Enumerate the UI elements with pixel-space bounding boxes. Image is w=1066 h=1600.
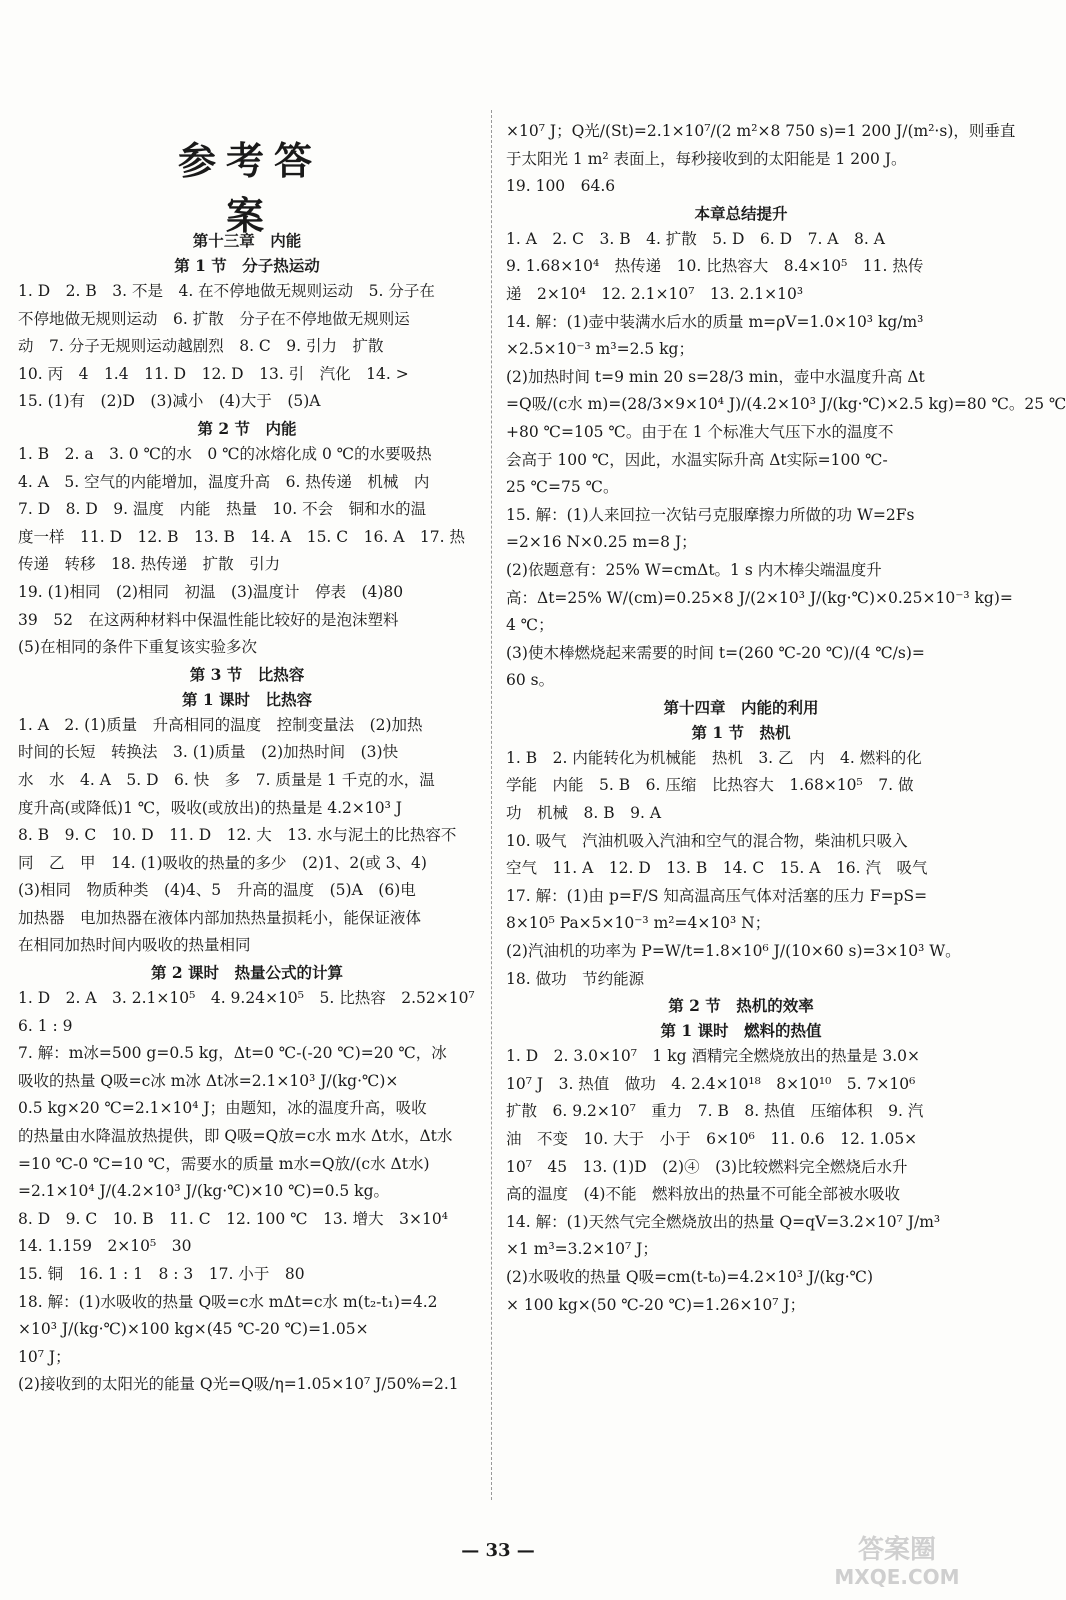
answer-line: 8. D 9. C 10. B 11. C 12. 100 ℃ 13. 增大 3×10⁴ — [18, 1209, 448, 1228]
answer-line: 1. D 2. B 3. 不是 4. 在不停地做无规则运动 5. 分子在 — [18, 282, 435, 300]
answer-line: 水 水 4. A 5. D 6. 快 多 7. 质量是 1 千克的水，温 — [18, 770, 435, 789]
continuation-block — [506, 118, 1066, 1319]
answer-line: 学能 内能 5. B 6. 压缩 比热容大 1.68×10⁵ 7. 做 — [506, 776, 914, 795]
answer-line: 高：Δt=25% W/(cm)=0.25×8 J/(2×10³ J/(kg·℃)×0.25×10⁻³ kg)= — [506, 588, 1013, 607]
answer-line: (2)水吸收的热量 Q吸=cm(t-t₀)=4.2×10³ J/(kg·℃) — [506, 1267, 874, 1286]
answer-line: 0.5 kg×20 ℃=2.1×10⁴ J；由题知，冰的温度升高，吸收 — [18, 1099, 427, 1118]
answer-line: 60 s。 — [506, 671, 555, 690]
ch14-lesson-1-heading: 第 1 课时 燃料的热值 — [660, 1021, 822, 1041]
chapter-14-title: 第十四章 内能的利用 — [663, 697, 819, 717]
answer-line: =10 ℃-0 ℃=10 ℃，需要水的质量 m水=Q放/(c水 Δt水) — [18, 1154, 430, 1173]
answer-line: 油 不变 10. 大于 小于 6×10⁶ 11. 0.6 12. 1.05× — [506, 1130, 918, 1148]
column-divider — [491, 110, 492, 1500]
watermark-text: 答案圈 — [857, 1535, 937, 1565]
answer-line: 8×10⁵ Pa×5×10⁻³ m²=4×10³ N； — [506, 914, 771, 933]
answer-line: (5)在相同的条件下重复该实验多次 — [18, 638, 257, 657]
answer-line: 1. D 2. 3.0×10⁷ 1 kg 酒精完全燃烧放出的热量是 3.0× — [506, 1047, 921, 1066]
answer-line: 空气 11. A 12. D 13. B 14. C 15. A 16. 汽 吸气 — [506, 859, 928, 878]
answer-line: 14. 解：(1)天然气完全燃烧放出的热量 Q=qV=3.2×10⁷ J/m³ — [506, 1212, 941, 1231]
lesson-1-answers — [18, 712, 476, 960]
answer-line: ×10⁷ J；Q光/(St)=2.1×10⁷/(2 m²×8 750 s)=1 200 J/(m²·s)，则垂直 — [506, 122, 1016, 140]
answer-line: 同 乙 甲 14. (1)吸收的热量的多少 (2)1、2(或 3、4) — [18, 853, 427, 872]
answer-line: ×2.5×10⁻³ m³=2.5 kg； — [506, 340, 694, 359]
answer-line: 19. (1)相同 (2)相同 初温 (3)温度计 停表 (4)80 — [18, 582, 404, 601]
page-number: — 33 — — [461, 1540, 535, 1561]
answer-line: 15. 铜 16. 1 : 1 8 : 3 17. 小于 80 — [18, 1265, 305, 1283]
answer-line: 25 ℃=75 ℃。 — [506, 478, 619, 497]
ch14-lesson-1-answers — [506, 1043, 976, 1319]
lesson-1-heading: 第 1 课时 比热容 — [181, 689, 313, 709]
section-2-heading: 第 2 节 内能 — [197, 418, 297, 438]
answer-line: 15. (1)有 (2)D (3)减小 (4)大于 (5)A — [18, 392, 321, 411]
answer-line: 15. 解：(1)人来回拉一次钻弓克服摩擦力所做的功 W=2Fs — [506, 505, 915, 524]
answer-line: ×10³ J/(kg·℃)×100 kg×(45 ℃-20 ℃)=1.05× — [18, 1320, 369, 1339]
answer-line: +80 ℃=105 ℃。由于在 1 个标准大气压下水的温度不 — [506, 422, 894, 441]
answer-line: 传递 转移 18. 热传递 扩散 引力 — [18, 555, 281, 574]
answer-line: 度一样 11. D 12. B 13. B 14. A 15. C 16. A 17. 热 — [18, 527, 465, 546]
answer-line: 的热量由水降温放热提供，即 Q吸=Q放=c水 m水 Δt水，Δt水 — [18, 1127, 453, 1146]
answer-line: 10. 吸气 汽油机吸入汽油和空气的混合物，柴油机只吸入 — [506, 831, 908, 850]
answer-line: =2×16 N×0.25 m=8 J； — [506, 533, 697, 552]
answer-line: 1. D 2. A 3. 2.1×10⁵ 4. 9.24×10⁵ 5. 比热容 2.52×10⁷ — [18, 989, 475, 1008]
answer-line: 动 7. 分子无规则运动越剧烈 8. C 9. 引力 扩散 — [18, 337, 384, 356]
answer-line: 19. 100 64.6 — [506, 177, 616, 196]
answer-line: 度升高(或降低)1 ℃，吸收(或放出)的热量是 4.2×10³ J — [18, 798, 402, 817]
answer-line: 扩散 6. 9.2×10⁷ 重力 7. B 8. 热值 压缩体积 9. 汽 — [506, 1102, 924, 1121]
answer-line: 不停地做无规则运动 6. 扩散 分子在不停地做无规则运 — [18, 309, 410, 328]
section-3-heading: 第 3 节 比热容 — [189, 664, 305, 684]
lesson-2-answers — [18, 985, 476, 1399]
chapter-summary-heading: 本章总结提升 — [694, 203, 788, 223]
summary-answers — [506, 226, 1066, 695]
answer-line: 10⁷ 45 13. (1)D (2)④ (3)比较燃料完全燃烧后水升 — [506, 1157, 908, 1176]
answer-line: 7. D 8. D 9. 温度 内能 热量 10. 不会 铜和水的温 — [18, 500, 427, 519]
answer-line: 6. 1 : 9 — [18, 1016, 73, 1035]
answer-line: 10⁷ J； — [18, 1347, 71, 1366]
page-title: 参考答案 — [177, 138, 322, 238]
ch14-section-1-heading: 第 1 节 热机 — [691, 722, 791, 742]
answer-line: 10. 丙 4 1.4 11. D 12. D 13. 引 汽化 14. > — [18, 364, 409, 383]
answer-line: 9. 1.68×10⁴ 热传递 10. 比热容大 8.4×10⁵ 11. 热传 — [506, 257, 924, 276]
answer-line: ×1 m³=3.2×10⁷ J； — [506, 1240, 658, 1259]
answer-line: 时间的长短 转换法 3. (1)质量 (2)加热时间 (3)快 — [18, 743, 399, 762]
section-1-heading: 第 1 节 分子热运动 — [174, 256, 320, 275]
answer-line: 于太阳光 1 m² 表面上，每秒接收到的太阳能是 1 200 J。 — [506, 149, 907, 168]
answer-line: =2.1×10⁴ J/(4.2×10³ J/(kg·℃)×10 ℃)=0.5 kg。 — [18, 1182, 389, 1201]
answer-line: 39 52 在这两种材料中保温性能比较好的是泡沫塑料 — [18, 610, 399, 629]
answer-line: × 100 kg×(50 ℃-20 ℃)=1.26×10⁷ J； — [506, 1295, 806, 1314]
lesson-2-heading: 第 2 课时 热量公式的计算 — [150, 963, 344, 983]
watermark-url: MXQE.COM — [834, 1565, 960, 1589]
answer-line: 17. 解：(1)由 p=F/S 知高温高压气体对活塞的压力 F=pS= — [506, 886, 928, 905]
answer-line: 7. 解：m冰=500 g=0.5 kg，Δt=0 ℃-(-20 ℃)=20 ℃，冰 — [18, 1044, 447, 1063]
answer-line: 4. A 5. 空气的内能增加，温度升高 6. 热传递 机械 内 — [18, 472, 430, 491]
answer-line: 10⁷ J 3. 热值 做功 4. 2.4×10¹⁸ 8×10¹⁰ 5. 7×10⁶ — [506, 1074, 916, 1093]
answer-line: (2)接收到的太阳光的能量 Q光=Q吸/η=1.05×10⁷ J/50%=2.1 — [18, 1375, 459, 1394]
watermark-logo — [822, 1530, 972, 1590]
answer-line: 1. A 2. (1)质量 升高相同的温度 控制变量法 (2)加热 — [18, 715, 423, 734]
answer-line: 1. B 2. a 3. 0 ℃的水 0 ℃的冰熔化成 0 ℃的水要吸热 — [18, 444, 432, 463]
answer-line: 递 2×10⁴ 12. 2.1×10⁷ 13. 2.1×10³ — [506, 284, 804, 303]
answer-line: (2)汽油机的功率为 P=W/t=1.8×10⁶ J/(10×60 s)=3×10³ W。 — [506, 942, 961, 961]
answer-line: 14. 解：(1)壶中装满水后水的质量 m=ρV=1.0×10³ kg/m³ — [506, 312, 924, 331]
section-1-answers — [18, 278, 476, 416]
answer-line: 14. 1.159 2×10⁵ 30 — [18, 1237, 192, 1256]
answer-line: (2)加热时间 t=9 min 20 s=28/3 min，壶中水温度升高 Δt — [506, 367, 925, 386]
chapter-13-section — [18, 228, 476, 1399]
answer-line: (3)使木棒燃烧起来需要的时间 t=(260 ℃-20 ℃)/(4 ℃/s)= — [506, 643, 925, 662]
ch14-section-2-heading: 第 2 节 热机的效率 — [668, 996, 814, 1016]
answer-line: 18. 做功 节约能源 — [506, 969, 645, 988]
answer-line: 1. A 2. C 3. B 4. 扩散 5. D 6. D 7. A 8. A — [506, 229, 885, 248]
ch14-section-1-answers — [506, 745, 976, 993]
answer-line: 8. B 9. C 10. D 11. D 12. 大 13. 水与泥土的比热容不 — [18, 826, 457, 845]
answer-line: (3)相同 物质种类 (4)4、5 升高的温度 (5)A (6)电 — [18, 881, 416, 900]
answer-line: 高的温度 (4)不能 燃料放出的热量不可能全部被水吸收 — [506, 1185, 900, 1204]
answer-line: 1. B 2. 内能转化为机械能 热机 3. 乙 内 4. 燃料的化 — [506, 748, 922, 767]
answer-line: 会高于 100 ℃，因此，水温实际升高 Δt实际=100 ℃- — [506, 450, 888, 469]
answer-line: 吸收的热量 Q吸=c冰 m冰 Δt冰=2.1×10³ J/(kg·℃)× — [18, 1071, 399, 1090]
answer-line: 功 机械 8. B 9. A — [506, 804, 662, 823]
answer-line: 在相同加热时间内吸收的热量相同 — [18, 936, 251, 955]
answer-line: 4 ℃； — [506, 616, 554, 635]
answer-line: (2)依题意有：25% W=cmΔt。1 s 内木棒尖端温度升 — [506, 560, 882, 579]
answer-line: 18. 解：(1)水吸收的热量 Q吸=c水 mΔt=c水 m(t₂-t₁)=4.2 — [18, 1292, 438, 1311]
chapter-13-title: 第十三章 内能 — [192, 231, 302, 250]
answer-line: =Q吸/(c水 m)=(28/3×9×10⁴ J)/(4.2×10³ J/(kg·℃)×2.5 kg)=80 ℃。25 ℃ — [506, 395, 1066, 414]
answer-line: 加热器 电加热器在液体内部加热热量损耗小，能保证液体 — [18, 908, 422, 927]
section-2-answers — [18, 441, 476, 662]
